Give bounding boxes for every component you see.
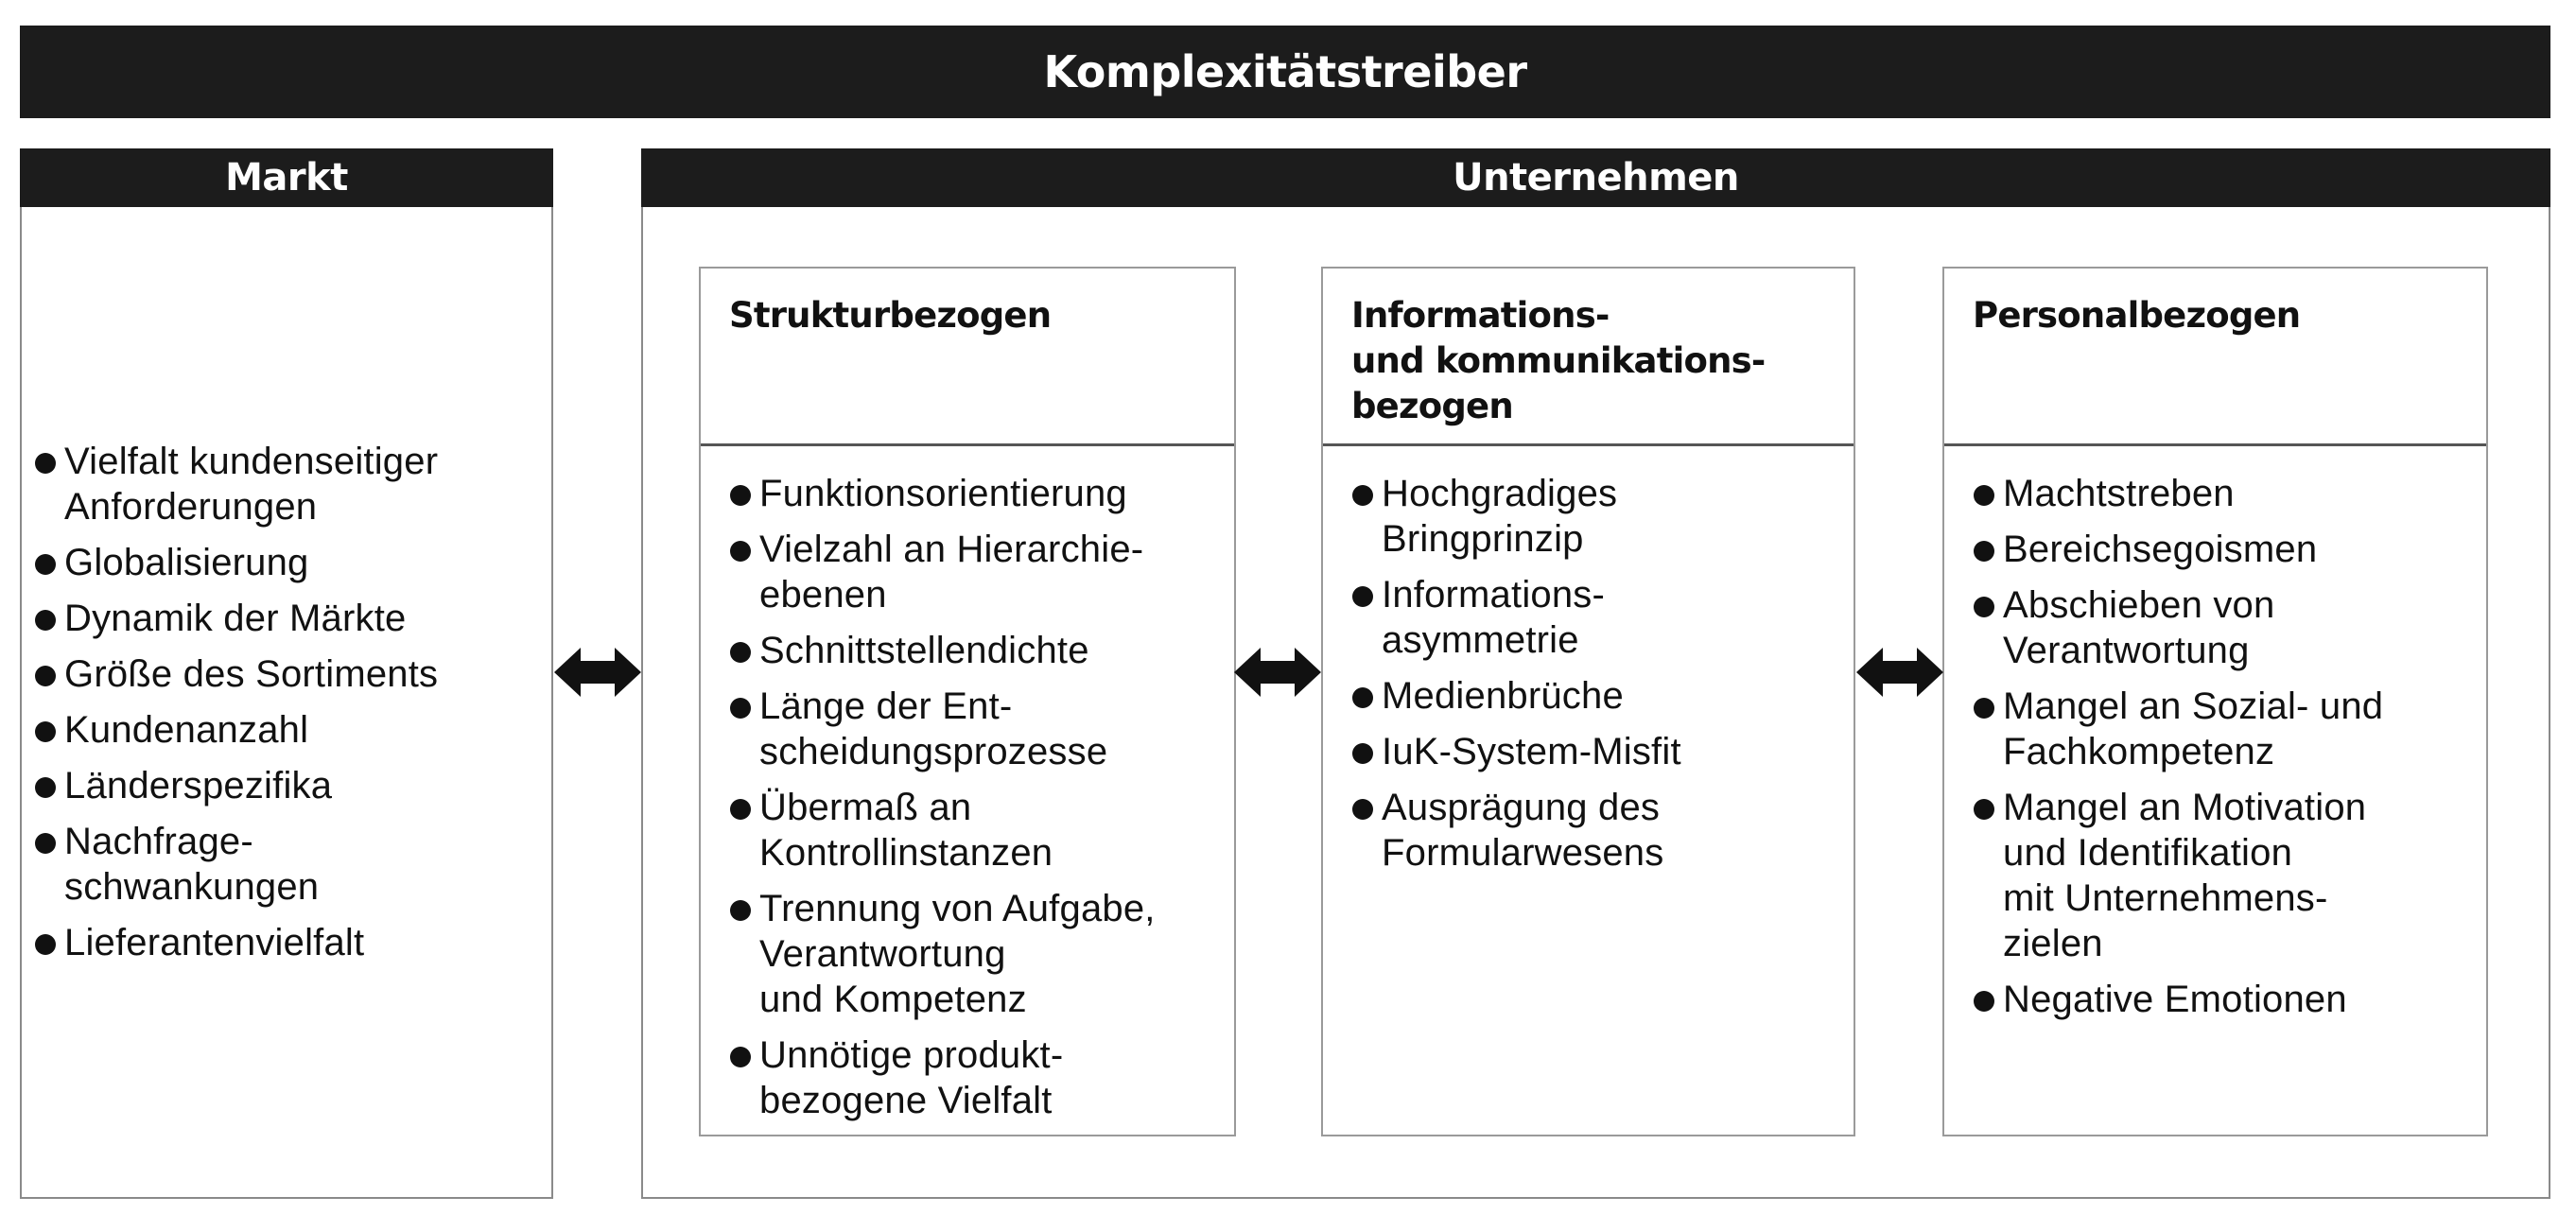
list-item-text: Informations- asymmetrie — [1382, 574, 1606, 661]
list-item — [35, 651, 546, 697]
list-item-text: Länge der Ent- scheidungsprozesse — [759, 685, 1108, 772]
list-item — [730, 628, 1225, 673]
list-item — [35, 707, 546, 753]
list-item-text: Unnötige produkt- bezogene Vielfalt — [759, 1034, 1064, 1121]
list-item — [35, 819, 546, 910]
list-item-text: Abschieben von Verantwortung — [2003, 584, 2275, 671]
list-item-text: Trennung von Aufgabe, Verantwortung und Kompetenz — [759, 888, 1156, 1020]
list-item-text: Bereichsegoismen — [2003, 529, 2318, 570]
list-item-text: Schnittstellendichte — [759, 630, 1089, 671]
list-item-text: Übermaß an Kontrollinstanzen — [759, 787, 1053, 874]
bullet-dot-icon — [730, 642, 751, 663]
list-item — [730, 886, 1225, 1022]
bullet-dot-icon — [35, 777, 56, 798]
list-item-text: Länderspezifika — [64, 765, 333, 806]
list-item — [730, 785, 1225, 876]
bullet-dot-icon — [35, 554, 56, 575]
list-item — [1352, 471, 1844, 562]
list-item — [35, 763, 546, 808]
bullet-dot-icon — [1974, 799, 1994, 820]
column-strukturbezogen — [699, 267, 1236, 1136]
bullet-dot-icon — [35, 721, 56, 742]
list-item — [730, 527, 1225, 617]
double-headed-arrow-icon — [1234, 646, 1321, 699]
bullet-dot-icon — [1974, 991, 1994, 1012]
list-item — [1974, 527, 2477, 572]
list-item — [1974, 977, 2477, 1022]
list-item-text: Mangel an Motivation und Identifikation mit Unternehmens- zielen — [2003, 787, 2367, 964]
list-item-text: Hochgradiges Bringprinzip — [1382, 473, 1618, 560]
bullet-dot-icon — [1974, 541, 1994, 562]
bullet-dot-icon — [1974, 698, 1994, 719]
list-item — [1352, 729, 1844, 774]
bullet-dot-icon — [35, 833, 56, 854]
unternehmen-header-bar — [641, 148, 2550, 207]
bullet-dot-icon — [730, 1047, 751, 1067]
list-item-text: Vielfalt kundenseitiger Anforderungen — [64, 441, 439, 528]
list-item — [730, 471, 1225, 516]
column-personalbezogen — [1942, 267, 2488, 1136]
diagram-title-bar — [20, 26, 2550, 118]
list-item-text: Globalisierung — [64, 542, 309, 583]
column-header: Strukturbezogen — [701, 269, 1234, 446]
list-item-text: Ausprägung des Formularwesens — [1382, 787, 1664, 874]
bullet-dot-icon — [1974, 485, 1994, 506]
bullet-dot-icon — [730, 799, 751, 820]
double-headed-arrow-icon — [554, 646, 641, 699]
list-item — [35, 920, 546, 965]
bullet-dot-icon — [730, 485, 751, 506]
markt-header-bar — [20, 148, 553, 207]
bullet-dot-icon — [730, 698, 751, 719]
list-item — [35, 596, 546, 641]
bullet-dot-icon — [1352, 799, 1373, 820]
double-headed-arrow-icon — [1856, 646, 1943, 699]
markt-header: Markt — [225, 156, 348, 199]
bullet-dot-icon — [1352, 586, 1373, 607]
list-item-text: Lieferantenvielfalt — [64, 922, 365, 963]
bullet-dot-icon — [1974, 597, 1994, 617]
bullet-dot-icon — [35, 934, 56, 955]
list-item — [1352, 572, 1844, 663]
list-item — [730, 684, 1225, 774]
bullet-dot-icon — [1352, 485, 1373, 506]
list-item — [1352, 673, 1844, 719]
column-header: Personalbezogen — [1944, 269, 2486, 446]
list-item — [1974, 582, 2477, 673]
list-item-text: Kundenanzahl — [64, 709, 309, 751]
list-item-text: IuK-System-Misfit — [1382, 731, 1681, 772]
list-item-text: Funktionsorientierung — [759, 473, 1127, 514]
personalbezogen-list — [1944, 446, 2486, 1022]
list-item — [1352, 785, 1844, 876]
column-header: Informations- und kommunikations- bezogen — [1323, 269, 1854, 446]
informationsbezogen-list — [1323, 446, 1854, 876]
list-item-text: Nachfrage- schwankungen — [64, 821, 320, 908]
bullet-dot-icon — [1352, 687, 1373, 708]
bullet-dot-icon — [35, 610, 56, 631]
bullet-dot-icon — [1352, 743, 1373, 764]
strukturbezogen-list — [701, 446, 1234, 1123]
bullet-dot-icon — [730, 541, 751, 562]
column-informations-und-kommunikationsbezogen — [1321, 267, 1855, 1136]
markt-list — [35, 439, 546, 976]
list-item — [1974, 684, 2477, 774]
bullet-dot-icon — [730, 900, 751, 921]
list-item — [1974, 471, 2477, 516]
diagram-title: Komplexitätstreiber — [1043, 46, 1527, 97]
list-item-text: Medienbrüche — [1382, 675, 1624, 717]
list-item-text: Mangel an Sozial- und Fachkompetenz — [2003, 685, 2384, 772]
list-item — [35, 540, 546, 585]
bullet-dot-icon — [35, 453, 56, 474]
list-item — [35, 439, 546, 529]
list-item-text: Dynamik der Märkte — [64, 598, 407, 639]
list-item-text: Vielzahl an Hierarchie- ebenen — [759, 529, 1144, 616]
list-item — [1974, 785, 2477, 966]
bullet-dot-icon — [35, 666, 56, 686]
list-item — [730, 1032, 1225, 1123]
unternehmen-header: Unternehmen — [1453, 156, 1739, 199]
list-item-text: Machtstreben — [2003, 473, 2235, 514]
list-item-text: Größe des Sortiments — [64, 653, 439, 695]
list-item-text: Negative Emotionen — [2003, 979, 2347, 1020]
